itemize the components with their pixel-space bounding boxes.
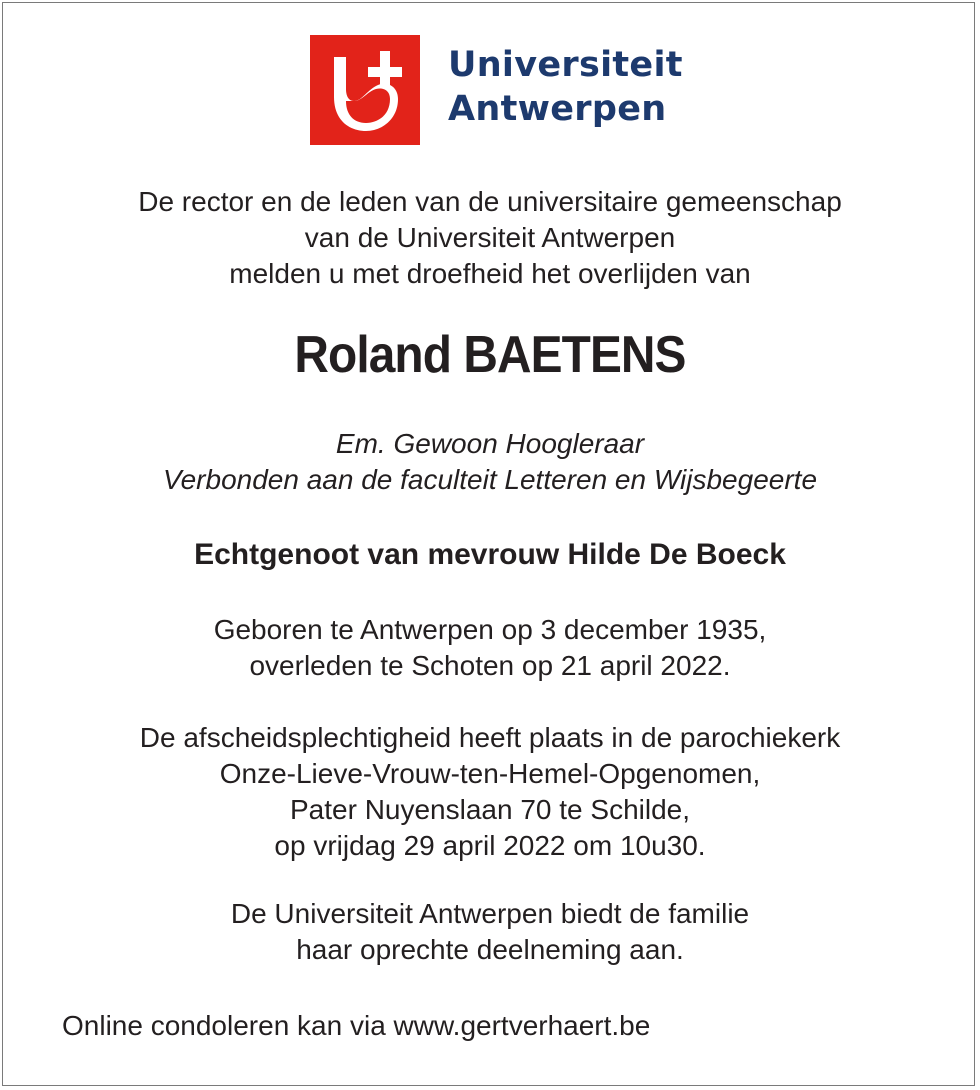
intro-line: De rector en de leden van de universitaire gemeenschap bbox=[138, 186, 842, 217]
logo-line-2: Antwerpen bbox=[448, 89, 667, 129]
dates-line: Geboren te Antwerpen op 3 december 1935, bbox=[213, 614, 767, 645]
deceased-name: Roland BAETENS bbox=[294, 326, 686, 384]
condolence-line: De Universiteit Antwerpen biedt de familie bbox=[230, 898, 750, 929]
uantwerpen-u-plus-icon bbox=[310, 35, 420, 145]
dates-text bbox=[0, 612, 980, 684]
online-condolence-text: Online condoleren kan via www.gertverhaert.be bbox=[62, 1010, 651, 1041]
ceremony-line: op vrijdag 29 april 2022 om 10u30. bbox=[274, 830, 706, 861]
ceremony-text bbox=[0, 720, 980, 864]
ceremony-line: De afscheidsplechtigheid heeft plaats in de parochiekerk bbox=[139, 722, 841, 753]
intro-text bbox=[0, 184, 980, 292]
dates-line: overleden te Schoten op 21 april 2022. bbox=[249, 650, 731, 681]
condolence-text bbox=[0, 896, 980, 968]
role-text bbox=[0, 426, 980, 498]
intro-line: melden u met droefheid het overlijden van bbox=[229, 258, 751, 289]
intro-line: van de Universiteit Antwerpen bbox=[304, 222, 676, 253]
role-line: Verbonden aan de faculteit Letteren en Wijsbegeerte bbox=[162, 464, 818, 495]
role-line: Em. Gewoon Hoogleraar bbox=[335, 428, 645, 459]
logo-wordmark bbox=[448, 43, 683, 131]
condolence-line: haar oprechte deelneming aan. bbox=[296, 934, 684, 965]
ceremony-line: Onze-Lieve-Vrouw-ten-Hemel-Opgenomen, bbox=[219, 758, 761, 789]
logo-line-1: Universiteit bbox=[448, 45, 683, 85]
ceremony-line: Pater Nuyenslaan 70 te Schilde, bbox=[289, 794, 691, 825]
university-logo bbox=[310, 35, 710, 145]
spouse-line: Echtgenoot van mevrouw Hilde De Boeck bbox=[194, 538, 786, 571]
